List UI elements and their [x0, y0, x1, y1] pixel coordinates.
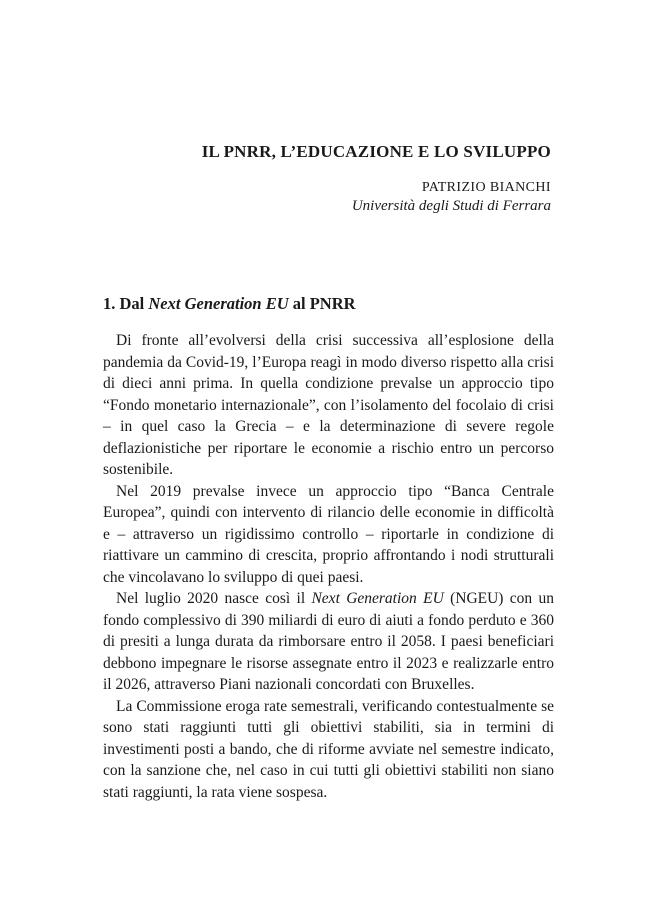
author-affiliation: Università degli Studi di Ferrara [351, 198, 551, 214]
paragraph-4: La Commissione eroga rate semestrali, verificando contestualmente se sono stati raggiunti tutti gli obiettivi stabiliti, sia in termini di investimenti posti a bando, che di riforme avviate nel semestre indicato, con la sanzione che, nel caso in cui tutti gli obiettivi stabiliti non siano stati raggiunti, la rata viene sospesa. [103, 697, 554, 801]
paragraph-3 [103, 588, 554, 696]
author-name: PATRIZIO BIANCHI [421, 180, 551, 195]
chapter-title: IL PNRR, L’EDUCAZIONE E LO SVILUPPO [201, 142, 551, 161]
paragraph-1: Di fronte all’evolversi della crisi successiva all’esplosione della pandemia da Covid-19, l’Europa reagì in modo diverso rispetto alla crisi di dieci anni prima. In quella condizione prevalse un approccio tipo “Fondo monetario internazionale”, con l’isolamento del focolaio di crisi – in quel caso la Grecia – e la determinazione di severe regole deflazionistiche per riportare le economie a rischio entro un percorso sostenibile. [103, 332, 554, 478]
paragraph-3-italic: Next Generation EU [311, 590, 444, 607]
section-heading [103, 294, 356, 314]
paragraph-3-end: (NGEU) con un fondo complessivo di 390 miliardi di euro di aiuti a fondo perduto e 360 di presiti a lunga durata da rimborsare entro il 2058. I paesi beneficiari debbono impegnare le risorse assegnate entro il 2023 e realizzarle entro il 2026, attraverso Piani nazionali concordati con Bruxelles. [103, 590, 554, 693]
body-text [103, 330, 554, 803]
paragraph-2: Nel 2019 prevalse invece un approccio tipo “Banca Centrale Europea”, quindi con intervento di rilancio delle economie in difficoltà e – attraverso un rigidissimo controllo – riportarle in condizione di riattivare un cammino di crescita, proprio affrontando i nodi strutturali che vincolavano lo sviluppo di quei paesi. [103, 482, 554, 586]
paragraph-3-start: Nel luglio 2020 nasce così il [116, 590, 312, 607]
section-heading-italic: Next Generation EU [148, 294, 289, 313]
section-heading-prefix: 1. Dal [103, 294, 149, 313]
section-heading-suffix: al PNRR [288, 294, 356, 313]
